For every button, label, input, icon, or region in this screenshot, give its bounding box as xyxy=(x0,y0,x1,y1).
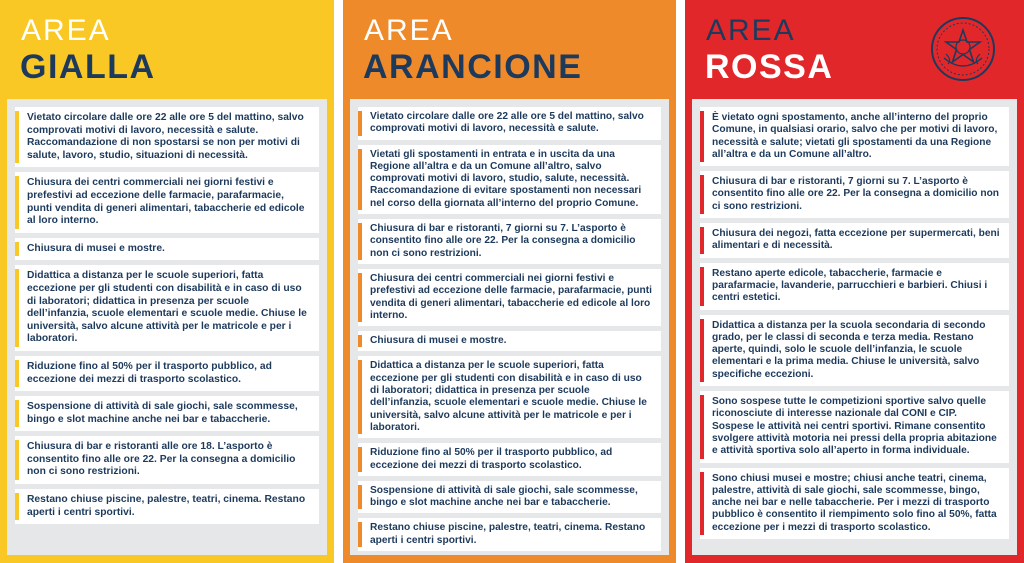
rule-item: Vietato circolare dalle ore 22 alle ore 5 del mattino, salvo comprovati motivi di lavoro, necessità e salute. Raccomandazione di non spostarsi se non per motivi di salute, lavoro, studio, situazioni di necessità. xyxy=(15,107,319,167)
area-gialla-column xyxy=(0,0,334,563)
area-gialla-header xyxy=(0,0,334,96)
rule-item: Restano chiuse piscine, palestre, teatri, cinema. Restano aperti i centri sportivi. xyxy=(358,518,661,551)
rule-item: È vietato ogni spostamento, anche all’interno del proprio Comune, in qualsiasi orario, salvo che per motivi di lavoro, necessità e salute; vietati gli spostamenti da una Regione all’altra e da un Comune all’altro. xyxy=(700,107,1009,166)
rule-item: Riduzione fino al 50% per il trasporto pubblico, ad eccezione dei mezzi di trasporto scolastico. xyxy=(15,356,319,391)
rule-item: Didattica a distanza per le scuole superiori, fatta eccezione per gli studenti con disabilità e in caso di uso di laboratori; didattica in presenza per scuole dell’infanzia, scuole elementari e scuole medie. Chiuse le università, salvo alcune attività per le matricole e per i laboratori. xyxy=(15,265,319,351)
italian-republic-emblem-icon xyxy=(928,14,998,84)
area-arancione-header xyxy=(343,0,676,96)
rule-item: Vietati gli spostamenti in entrata e in uscita da una Regione all’altra e da un Comune all’altro, salvo comprovati motivi di lavoro, studio, salute, necessità. Raccomandazione di evitare spostamenti non necessari nel corso della giornata all’interno del proprio Comune. xyxy=(358,145,661,214)
rule-item: Sono chiusi musei e mostre; chiusi anche teatri, cinema, palestre, attività di sale giochi, sale scommesse, bingo, anche nei bar e nelle tabaccherie. Per i mezzi di trasporto pubblico è consentito il riempimento solo fino al 50%, fatta eccezione per i mezzi di trasporto scolastico. xyxy=(700,468,1009,539)
rule-item: Didattica a distanza per la scuola secondaria di secondo grado, per le classi di seconda e terza media. Restano aperte, quindi, solo le scuole dell’infanzia, le scuole elementari e la prima media. Chiuse le università, salvo specifiche eccezioni. xyxy=(700,315,1009,386)
area-arancione-title: ARANCIONE xyxy=(363,48,583,86)
area-gialla-label: AREA xyxy=(21,14,111,47)
rule-item: Restano chiuse piscine, palestre, teatri, cinema. Restano aperti i centri sportivi. xyxy=(15,489,319,524)
rule-item: Chiusura di bar e ristoranti, 7 giorni su 7. L’asporto è consentito fino alle ore 22. Per la consegna a domicilio non ci sono restrizioni. xyxy=(700,171,1009,218)
area-rossa-column xyxy=(685,0,1024,563)
rule-item: Chiusura di bar e ristoranti alle ore 18. L’asporto è consentito fino alle ore 22. Per la consegna a domicilio non ci sono restrizioni. xyxy=(15,436,319,484)
rule-item: Restano aperte edicole, tabaccherie, farmacie e parafarmacie, lavanderie, parrucchieri e barbieri. Chiusi i centri estetici. xyxy=(700,263,1009,310)
rule-item: Didattica a distanza per le scuole superiori, fatta eccezione per gli studenti con disabilità e in caso di uso di laboratori; didattica in presenza per scuole dell’infanzia, scuole elementari e scuole medie. Chiuse le università, salvo alcune attività per le matricole e per i laboratori. xyxy=(358,356,661,438)
rule-item: Sospensione di attività di sale giochi, sale scommesse, bingo e slot machine anche nei bar e tabaccherie. xyxy=(358,481,661,514)
area-gialla-rules-list xyxy=(7,99,327,555)
rule-item: Chiusura di musei e mostre. xyxy=(15,238,319,261)
area-rossa-header xyxy=(685,0,1024,96)
rule-item: Riduzione fino al 50% per il trasporto pubblico, ad eccezione dei mezzi di trasporto scolastico. xyxy=(358,443,661,476)
area-rossa-label: AREA xyxy=(706,14,796,47)
area-gialla-title: GIALLA xyxy=(20,48,156,86)
rule-item: Chiusura dei centri commerciali nei giorni festivi e prefestivi ad eccezione delle farmacie, parafarmacie, punti vendita di generi alimentari, tabaccherie ed edicole al loro interno. xyxy=(15,172,319,232)
area-arancione-column xyxy=(343,0,676,563)
rule-item: Chiusura di bar e ristoranti, 7 giorni su 7. L’asporto è consentito fino alle ore 22. Per la consegna a domicilio non ci sono restrizioni. xyxy=(358,219,661,264)
rule-item: Chiusura dei negozi, fatta eccezione per supermercati, beni alimentari e di necessità. xyxy=(700,223,1009,258)
rule-item: Sono sospese tutte le competizioni sportive salvo quelle riconosciute di interesse nazionale dal CONI e CIP. Sospese le attività nei centri sportivi. Rimane consentito svolgere attività motoria nei pressi della propria abitazione e attività sportiva solo all’aperto in forma individuale. xyxy=(700,391,1009,462)
rule-item: Sospensione di attività di sale giochi, sale scommesse, bingo e slot machine anche nei bar e tabaccherie. xyxy=(15,396,319,431)
area-rossa-title: ROSSA xyxy=(705,48,834,86)
area-arancione-label: AREA xyxy=(364,14,454,47)
rule-item: Chiusura dei centri commerciali nei giorni festivi e prefestivi ad eccezione delle farmacie, parafarmacie, punti vendita di generi alimentari, tabaccherie ed edicole al loro interno. xyxy=(358,269,661,326)
area-arancione-rules-list xyxy=(350,99,669,555)
rule-item: Vietato circolare dalle ore 22 alle ore 5 del mattino, salvo comprovati motivi di lavoro, necessità e salute. xyxy=(358,107,661,140)
rule-item: Chiusura di musei e mostre. xyxy=(358,331,661,351)
area-rossa-rules-list xyxy=(692,99,1017,555)
